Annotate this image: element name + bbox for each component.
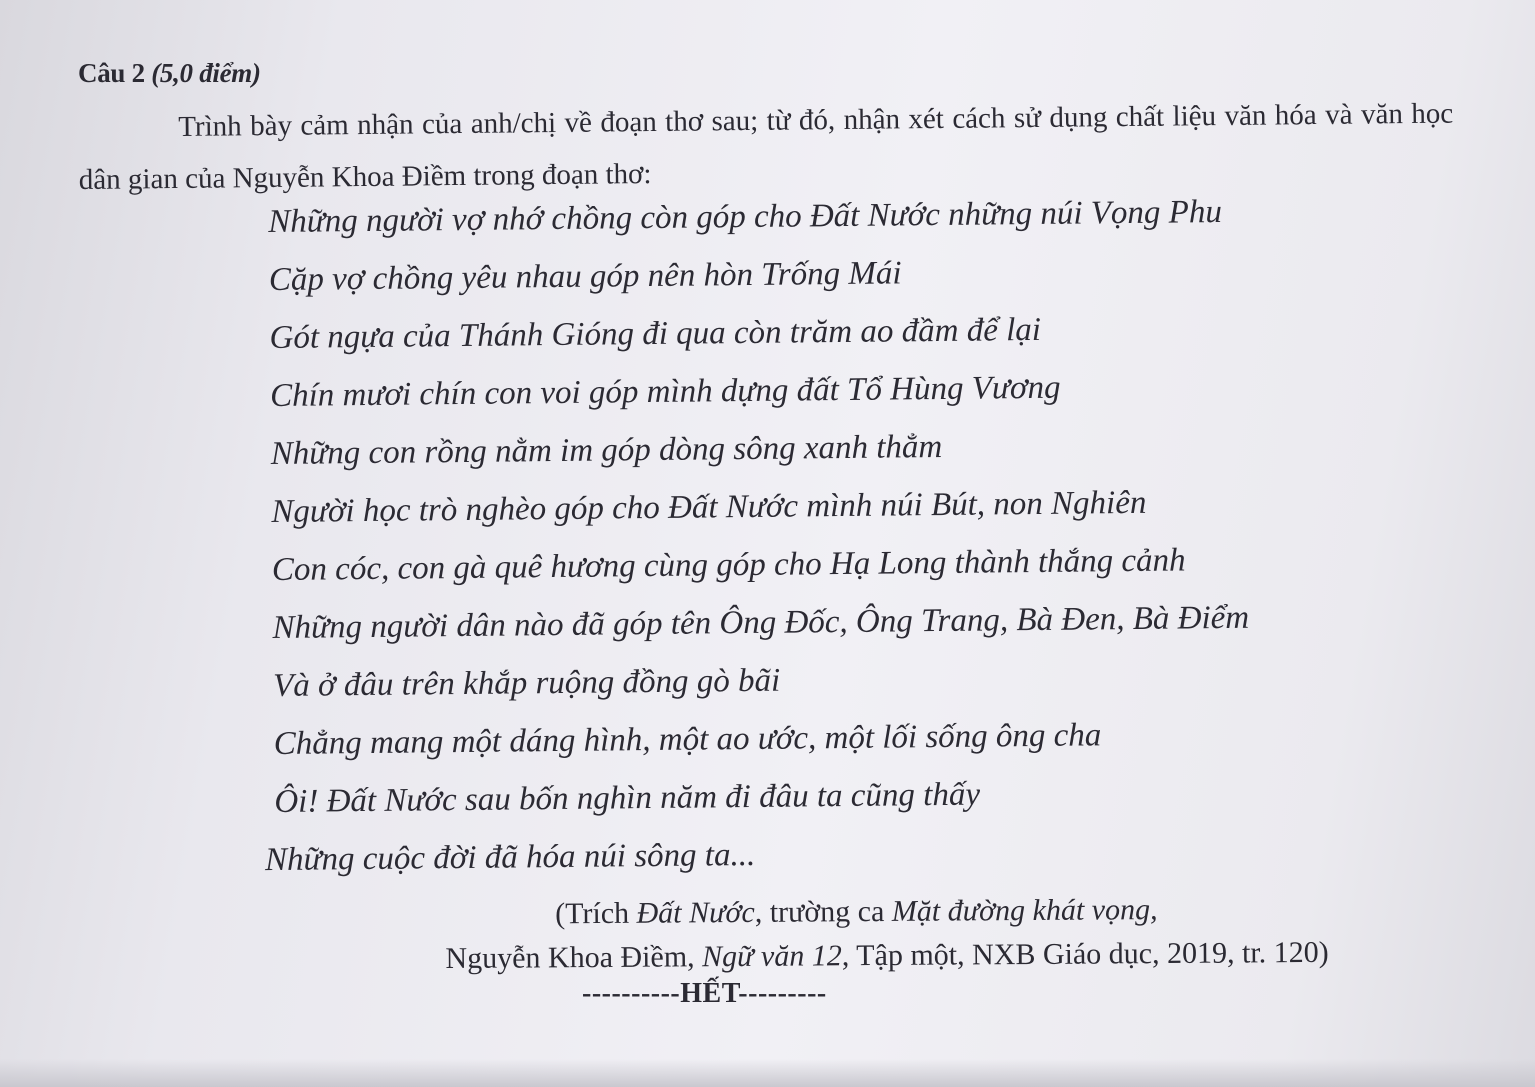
poem-line: Những con rồng nằm im góp dòng sông xanh thẳm <box>270 428 943 472</box>
citation-line-1 <box>445 886 1455 937</box>
citation-line-2 <box>445 930 1455 981</box>
poem-excerpt <box>264 183 1252 889</box>
question-points: (5,0 điểm) <box>151 58 261 88</box>
poem-line: Và ở đâu trên khắp ruộng đồng gò bãi <box>272 662 781 704</box>
citation-poem-title: Đất Nước <box>636 895 755 930</box>
poem-line: Chín mươi chín con voi góp mình dựng đất Tổ Hùng Vương <box>269 369 1061 414</box>
poem-line: Ôi! Đất Nước sau bốn nghìn năm đi đâu ta cũng thấy <box>274 776 981 820</box>
poem-line: Những người vợ nhớ chồng còn góp cho Đất Nước những núi Vọng Phu <box>268 194 1223 240</box>
end-marker: ----------HẾT--------- <box>582 978 827 1009</box>
poem-line: Chẳng mang một dáng hình, một ao ước, một lối sống ông cha <box>273 717 1102 762</box>
citation-tail: , Tập một, NXB Giáo dục, 2019, tr. 120) <box>841 935 1329 973</box>
question-prompt: Trình bày cảm nhận của anh/chị về đoạn thơ sau; từ đó, nhận xét cách sử dụng chất liệu văn hóa và văn học dân gian của Nguyễn Khoa Điềm trong đoạn thơ: <box>78 97 1454 196</box>
source-citation <box>445 886 1456 981</box>
poem-line: Con cóc, con gà quê hương cùng góp cho Hạ Long thành thắng cảnh <box>271 542 1186 588</box>
citation-author: Nguyễn Khoa Điềm, <box>445 940 703 976</box>
poem-line: Những người dân nào đã góp tên Ông Đốc, Ông Trang, Bà Đen, Bà Điểm <box>272 599 1250 646</box>
citation-textbook: Ngữ văn 12 <box>701 939 842 974</box>
citation-collection-title: Mặt đường khát vọng, <box>891 893 1158 928</box>
question-label: Câu 2 <box>78 58 145 88</box>
poem-line: Những cuộc đời đã hóa núi sông ta... <box>264 836 756 879</box>
citation-mid: , trường ca <box>754 894 892 929</box>
citation-open: (Trích <box>555 896 637 931</box>
poem-line: Người học trò nghèo góp cho Đất Nước mình núi Bút, non Nghiên <box>271 484 1147 530</box>
question-heading <box>78 58 261 89</box>
poem-line: Gót ngựa của Thánh Gióng đi qua còn trăm ao đầm để lại <box>269 311 1042 356</box>
poem-line: Cặp vợ chồng yêu nhau góp nên hòn Trống Mái <box>268 255 902 298</box>
